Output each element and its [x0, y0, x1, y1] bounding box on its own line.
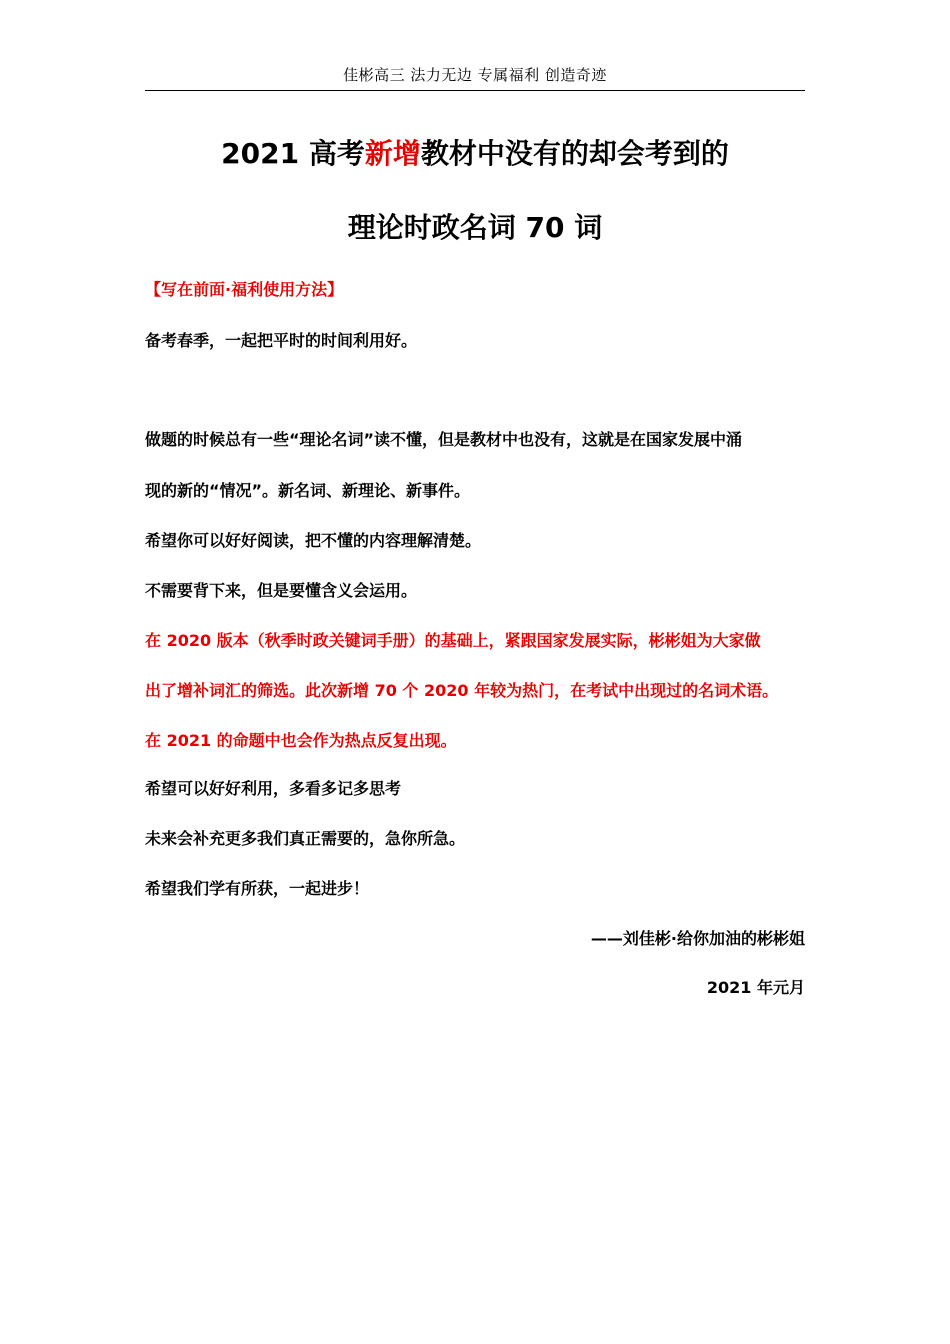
document-title-line-2: 理论时政名词 70 词	[347, 211, 603, 244]
closing-paragraph-1: 希望可以好好利用，多看多记多思考	[145, 779, 402, 798]
red-paragraph-line-3: 在 2021 的命题中也会作为热点反复出现。	[145, 731, 457, 750]
paragraph-2-line-1: 做题的时候总有一些“理论名词”读不懂，但是教材中也没有，这就是在国家发展中涌	[145, 430, 743, 449]
section-heading: 【写在前面·福利使用方法】	[145, 280, 344, 299]
paragraph-4: 不需要背下来，但是要懂含义会运用。	[145, 581, 418, 600]
header-rule	[145, 90, 805, 91]
paragraph-3: 希望你可以好好阅读，把不懂的内容理解清楚。	[145, 531, 482, 550]
red-paragraph-line-1: 在 2020 版本（秋季时政关键词手册）的基础上，紧跟国家发展实际，彬彬姐为大家做	[145, 631, 761, 650]
closing-paragraph-2: 未来会补充更多我们真正需要的，急你所急。	[145, 829, 466, 848]
closing-paragraph-3: 希望我们学有所获，一起进步！	[145, 879, 370, 898]
paragraph-1: 备考春季，一起把平时的时间利用好。	[145, 331, 418, 350]
title-prefix: 2021 高考	[221, 137, 365, 170]
document-date: 2021 年元月	[706, 978, 805, 997]
title-suffix: 教材中没有的却会考到的	[420, 137, 729, 170]
paragraph-2-line-2: 现的新的“情况”。新名词、新理论、新事件。	[145, 481, 471, 500]
red-paragraph-line-2: 出了增补词汇的筛选。此次新增 70 个 2020 年较为热门，在考试中出现过的名词术语。	[145, 681, 779, 700]
signature: ——刘佳彬·给你加油的彬彬姐	[590, 929, 805, 948]
title-highlight: 新增	[364, 137, 421, 170]
document-title-line-1	[145, 136, 805, 172]
page-header: 佳彬高三 法力无边 专属福利 创造奇迹	[343, 66, 607, 84]
